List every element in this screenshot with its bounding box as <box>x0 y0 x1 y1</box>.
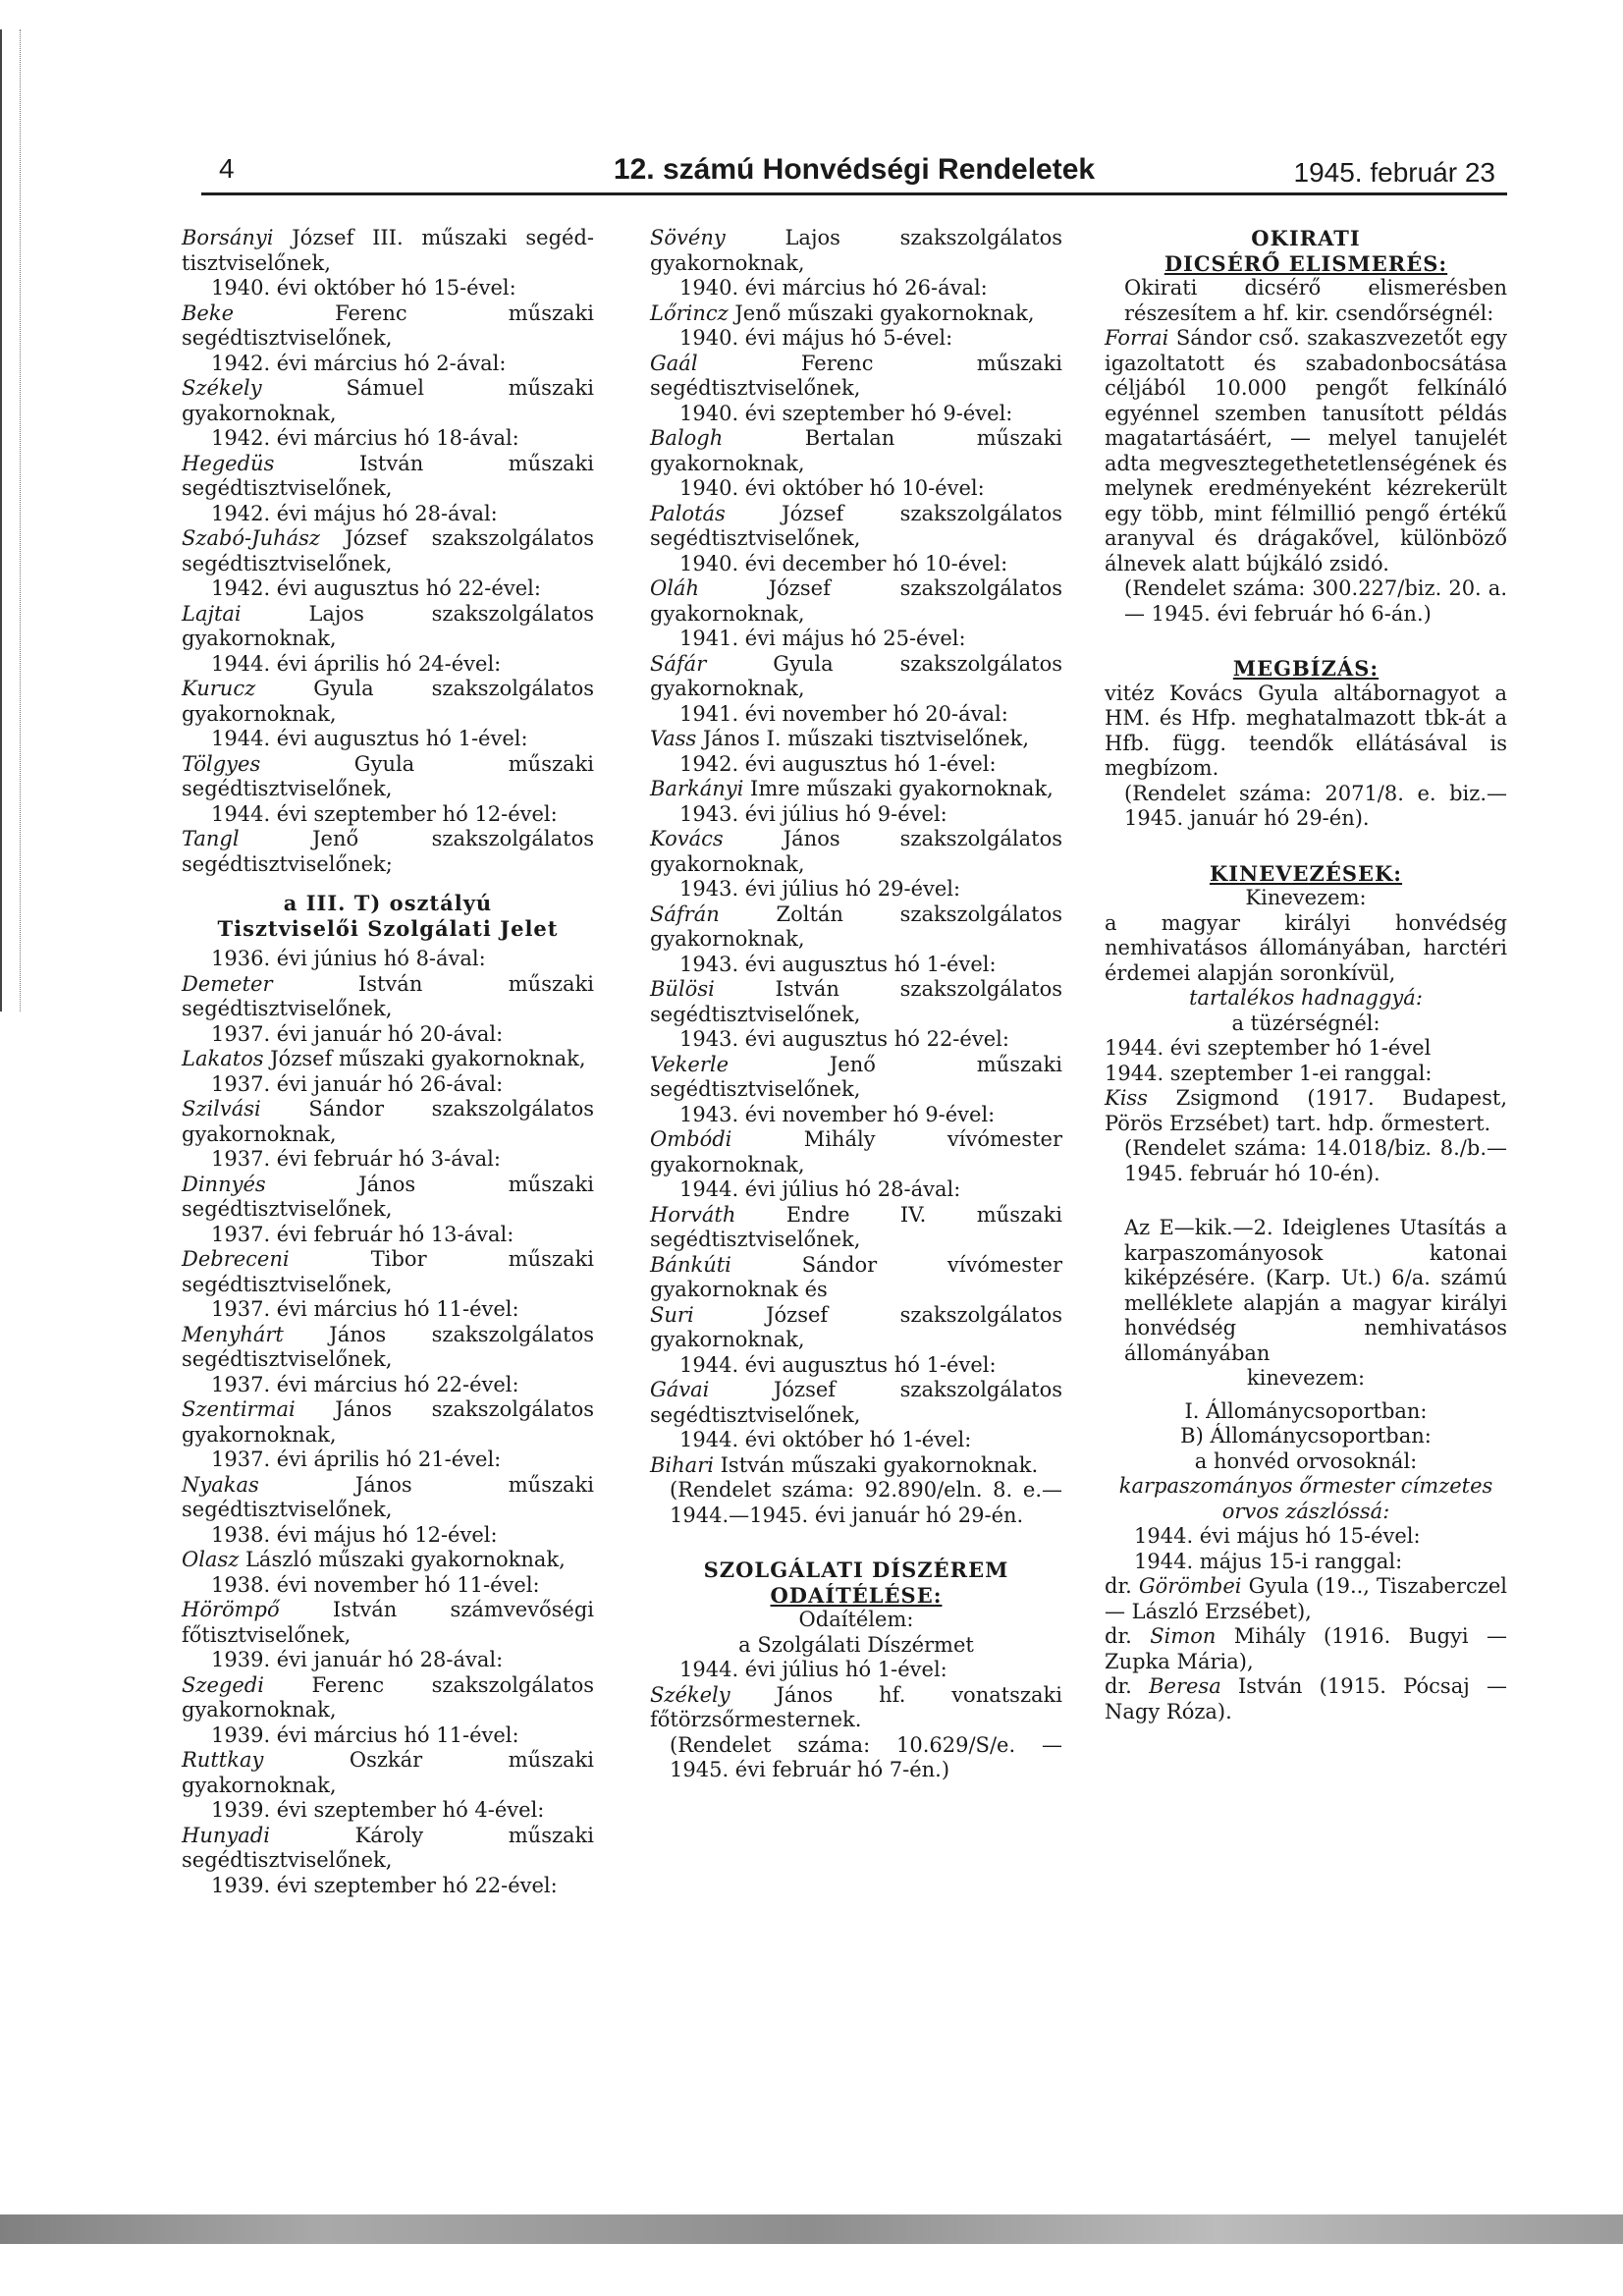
person-surname: Dinnyés <box>182 1172 266 1196</box>
entry-date: 1938. évi május hó 12-ével: <box>211 1522 498 1547</box>
entry-date: 1939. évi szeptember hó 22-ével: <box>211 1873 558 1897</box>
entry-date: 1944. évi április hó 24-ével: <box>211 651 502 676</box>
entry-date: 1942. évi március hó 2-ával: <box>211 351 507 375</box>
person-surname: Suri <box>650 1302 694 1327</box>
issue-date: 1945. február 23 <box>1293 157 1495 188</box>
entry-date: 1943. évi július hó 9-ével: <box>679 801 947 826</box>
person-details: János I. műszaki tisztviselőnek, <box>696 727 1030 750</box>
praise-ref: (Rendelet száma: 300.227/biz. 20. a. — 1945. évi február hó 6-án.) <box>1124 576 1507 626</box>
praise-intro: Okirati dicsérő elismerésben részesítem a hf. kir. csendőrségnél: <box>1124 276 1507 325</box>
entry-date: 1942. évi május hó 28-ával: <box>211 501 498 525</box>
person-details: Endre IV. műszaki segédtisztviselőnek, <box>650 1202 1062 1251</box>
person-details: István műszaki segédtisztviselőnek, <box>182 971 594 1020</box>
person-details: Gyula szakszolgálatos gyakornoknak, <box>182 677 594 726</box>
karp-person-text: Gyula (19.., Tiszaberczel — László Erzsébet), <box>1105 1574 1507 1623</box>
appointments-unit: a tüzérségnél: <box>1231 1011 1380 1035</box>
person-surname: Bihari <box>650 1452 714 1477</box>
person-details: Tibor műszaki segédtisztviselőnek, <box>182 1247 594 1296</box>
entry-person <box>182 301 594 352</box>
karp-person-text: István (1915. Pócsaj — Nagy Róza). <box>1105 1674 1507 1723</box>
medal-ref: (Rendelet száma: 10.629/S/e. — 1945. évi február hó 7-én.) <box>670 1732 1062 1781</box>
medal-heading: SZOLGÁLATI DÍSZÉREM <box>703 1558 1009 1582</box>
entry-person <box>182 1548 594 1573</box>
entry-date: 1937. évi január hó 26-ával: <box>211 1071 504 1096</box>
karp-person-pre: dr. <box>1105 1674 1150 1698</box>
entry-person <box>650 576 1062 627</box>
appointments-intro: Kinevezem: <box>1245 886 1367 909</box>
entry-person <box>650 1127 1062 1177</box>
entry-date: 1936. évi június hó 8-ával: <box>211 947 486 970</box>
person-details: Bertalan műszaki gyakornoknak, <box>650 426 1062 475</box>
karp-person <box>1105 1574 1507 1624</box>
entry-person <box>182 827 594 877</box>
entry-person <box>182 1397 594 1448</box>
person-details: Ferenc műszaki segédtisztviselőnek, <box>182 301 594 350</box>
person-surname: Vekerle <box>650 1052 730 1076</box>
person-surname: Beke <box>182 301 235 325</box>
person-surname: Oláh <box>650 576 699 600</box>
entry-person <box>650 352 1062 402</box>
person-details: Lajos szakszolgálatos gyakornoknak, <box>182 601 594 650</box>
entry-date: 1940. évi október hó 15-ével: <box>211 276 516 300</box>
karp-group-3: a honvéd orvosoknál: <box>1194 1449 1418 1473</box>
entry-date: 1937. évi február hó 13-ával: <box>211 1222 514 1246</box>
entry-person <box>650 502 1062 552</box>
entry-person <box>182 1323 594 1373</box>
person-details: István műszaki gyakornoknak. <box>713 1452 1039 1477</box>
person-details: Gyula műszaki segédtisztviselőnek, <box>182 751 594 800</box>
person-details: Imre műszaki gyakornoknak, <box>743 777 1054 800</box>
entry-date: 1941. évi május hó 25-ével: <box>679 627 966 650</box>
entry-person <box>182 602 594 652</box>
entry-date: 1940. évi május hó 5-ével: <box>679 326 953 350</box>
medal-award-line: Odaítélem: <box>798 1608 914 1631</box>
entry-date: 1944. évi október hó 1-ével: <box>679 1428 972 1451</box>
person-surname: Tölgyes <box>182 751 261 776</box>
person-details: Zoltán szakszolgálatos gyakornoknak, <box>650 902 1062 951</box>
appointment-list-1 <box>182 226 594 877</box>
entry-person <box>182 226 594 276</box>
entry-person <box>650 301 1062 327</box>
appointments-ref: (Rendelet száma: 14.018/biz. 8./b.—1945. február hó 10-én). <box>1124 1136 1507 1185</box>
person-surname: Ombódi <box>650 1127 732 1151</box>
karp-date-2: 1944. május 15-i ranggal: <box>1134 1549 1403 1573</box>
entry-date: 1943. évi július hó 29-ével: <box>679 877 961 901</box>
person-details: Sándor vívómester gyakornoknak és <box>650 1252 1062 1301</box>
entry-person <box>182 752 594 802</box>
person-surname: Hörömpő <box>182 1598 280 1621</box>
entry-date: 1940. évi szeptember hó 9-ével: <box>679 401 1013 425</box>
appointments-scope: a magyar királyi honvédség nemhivatásos állományában, harctéri érdemei alapján soronkívül, <box>1105 910 1507 985</box>
karp-person-pre: dr. <box>1105 1624 1151 1648</box>
entry-date: 1937. évi február hó 3-ával: <box>211 1147 501 1171</box>
person-surname: Lajtai <box>182 601 242 626</box>
section-heading-iii-t: a III. T) osztályú <box>283 891 493 915</box>
entry-date: 1944. évi augusztus hó 1-ével: <box>679 1352 997 1377</box>
person-surname: Sövény <box>650 226 726 249</box>
person-details: János műszaki segédtisztviselőnek, <box>182 1472 594 1521</box>
entry-date: 1939. évi január hó 28-ával: <box>211 1648 504 1671</box>
column-3 <box>1105 226 1507 1724</box>
entry-date: 1939. évi szeptember hó 4-ével: <box>211 1798 545 1822</box>
person-surname: Menyhárt <box>182 1322 284 1346</box>
entry-date: 1944. évi szeptember hó 12-ével: <box>211 801 558 826</box>
appointment-list-1b <box>182 947 594 1898</box>
medal-award-name: a Szolgálati Díszérmet <box>738 1632 974 1657</box>
person-details: István műszaki segédtisztviselőnek, <box>182 451 594 500</box>
page-title: 12. számú Honvédségi Rendeletek <box>613 153 1096 186</box>
person-details: István szakszolgálatos segédtisztviselőnek, <box>650 977 1062 1026</box>
appointments-date-1: 1944. évi szeptember hó 1-ével <box>1105 1036 1432 1060</box>
entry-person <box>182 972 594 1022</box>
person-surname: Debreceni <box>182 1247 290 1271</box>
person-details: János szakszolgálatos gyakornoknak, <box>650 827 1062 876</box>
entry-person <box>650 426 1062 476</box>
person-details: Sámuel műszaki gyakornoknak, <box>182 376 594 425</box>
appointments-date-2: 1944. szeptember 1-ei ranggal: <box>1105 1061 1433 1085</box>
karp-person-name: Simon <box>1150 1624 1217 1648</box>
praise-heading-sub: DICSÉRŐ ELISMERÉS: <box>1163 250 1448 276</box>
karp-person-name: Beresa <box>1149 1674 1221 1698</box>
commission-heading: MEGBÍZÁS: <box>1232 656 1380 681</box>
person-surname: Kurucz <box>182 677 256 700</box>
entry-person <box>182 452 594 502</box>
person-surname: Szabó-Juhász <box>182 526 320 550</box>
karp-person <box>1105 1624 1507 1674</box>
karp-group-1: I. Állománycsoportban: <box>1184 1398 1428 1423</box>
person-details: József szakszolgálatos segédtisztviselőnek, <box>650 1378 1062 1427</box>
entry-date: 1937. évi március hó 22-ével: <box>211 1372 519 1396</box>
entry-person <box>182 526 594 576</box>
entry-person <box>650 902 1062 953</box>
karp-person <box>1105 1674 1507 1724</box>
entry-person <box>650 1203 1062 1253</box>
entry-person <box>650 727 1062 752</box>
person-surname: Demeter <box>182 971 273 996</box>
person-surname: Barkányi <box>650 777 744 800</box>
person-surname: Balogh <box>650 426 724 450</box>
entry-date: 1943. évi november hó 9-ével: <box>679 1102 996 1126</box>
section-heading-iii-t-sub: Tisztviselői Szolgálati Jelet <box>217 915 559 941</box>
karp-body: Az E—kik.—2. Ideiglenes Utasítás a karpaszományosok katonai kiképzésére. (Karp. Ut.) 6/a. számú melléklete alapján a magyar királyi honvédség nemhivatásos állományában <box>1124 1216 1507 1365</box>
person-details: László műszaki gyakornoknak, <box>239 1548 566 1571</box>
person-surname: Kovács <box>650 827 724 850</box>
page-header <box>201 147 1507 195</box>
person-details: József III. műszaki segéd-tisztviselőnek, <box>182 226 594 275</box>
person-details: János szakszolgálatos segédtisztviselőnek, <box>182 1322 594 1371</box>
karp-person-text: Mihály (1916. Bugyi — Zupka Mária), <box>1105 1624 1507 1673</box>
column-2 <box>650 226 1062 1783</box>
entry-person <box>182 1047 594 1072</box>
person-details: Sándor szakszolgálatos gyakornoknak, <box>182 1097 594 1146</box>
entry-person <box>182 1673 594 1723</box>
appointment-list-2 <box>650 226 1062 1528</box>
person-surname: Vass <box>650 727 697 750</box>
medal-recipient: Székely János hf. vonatszaki főtörzsőrmesternek. <box>650 1682 1062 1731</box>
appointments-rank: tartalékos hadnaggyá: <box>1189 986 1423 1010</box>
person-details: János műszaki segédtisztviselőnek, <box>182 1172 594 1221</box>
scan-edge <box>0 29 21 1011</box>
person-surname: Szentirmai <box>182 1397 296 1421</box>
entry-person <box>650 226 1062 276</box>
entry-date: 1942. évi március hó 18-ával: <box>211 426 519 450</box>
entry-date: 1937. évi január hó 20-ával: <box>211 1021 504 1046</box>
appointments-person: Kiss Zsigmond (1917. Budapest, Pörös Erzsébet) tart. hdp. őrmestert. <box>1105 1086 1507 1135</box>
medal-heading-sub: ODAÍTÉLÉSE: <box>770 1582 943 1608</box>
scan-bottom-bar <box>0 2214 1623 2244</box>
person-details: Oszkár műszaki gyakornoknak, <box>182 1748 594 1797</box>
person-surname: Lőrincz <box>650 301 729 325</box>
person-surname: Sáfár <box>650 651 707 676</box>
person-details: János szakszolgálatos gyakornoknak, <box>182 1397 594 1447</box>
entry-person <box>182 376 594 426</box>
commission-body: vitéz Kovács Gyula altábornagyot a HM. és Hfp. meghatalmazott tbk-át a Hfb. függ. teendők ellátásával is megbízom. <box>1105 681 1507 780</box>
entry-person <box>650 1378 1062 1428</box>
entry-person <box>650 1253 1062 1303</box>
karp-date-1: 1944. évi május hó 15-ével: <box>1134 1524 1421 1548</box>
person-surname: Hunyadi <box>182 1823 270 1847</box>
person-details: József szakszolgálatos segédtisztviselőnek, <box>182 526 594 575</box>
person-surname: Ruttkay <box>182 1748 264 1772</box>
person-details: József szakszolgálatos gyakornoknak, <box>650 1302 1062 1351</box>
entry-person <box>650 1303 1062 1353</box>
praise-body: Forrai Sándor cső. szakaszvezetőt egy igazoltatott és szabadonbocsátása céljából 10.000 pengőt felkínáló egyénnel szemben tanusított példás magatartásáért, — melyel tanujelét adta megvesztegethetetlenségének és melynek eredményeként kézrekerült egy több, mint félmillió pengő értékű aranyval és drágakővel, különböző álnevek alatt bújkáló zsidó. <box>1105 326 1507 575</box>
person-details: József műszaki gyakornoknak, <box>263 1047 586 1070</box>
person-details: Mihály vívómester gyakornoknak, <box>650 1127 1062 1176</box>
person-surname: Sáfrán <box>650 902 720 926</box>
person-details: Ferenc szakszolgálatos gyakornoknak, <box>182 1672 594 1722</box>
entry-person <box>182 1598 594 1648</box>
entry-person <box>650 1453 1062 1479</box>
entry-person <box>182 1473 594 1523</box>
karp-rank: karpaszományos őrmester címzetes orvos zászlóssá: <box>1118 1474 1493 1523</box>
entry-date: 1942. évi augusztus hó 22-ével: <box>211 576 541 600</box>
appointments-heading: KINEVEZÉSEK: <box>1209 860 1403 886</box>
person-surname: Gávai <box>650 1378 710 1401</box>
person-details: Lajos szakszolgálatos gyakornoknak, <box>650 226 1062 275</box>
person-surname: Nyakas <box>182 1472 259 1497</box>
entry-date: 1937. évi március hó 11-ével: <box>211 1297 519 1321</box>
entry-date: 1943. évi augusztus hó 1-ével: <box>679 952 997 976</box>
karp-person-pre: dr. <box>1105 1574 1139 1598</box>
karp-person-name: Görömbei <box>1138 1574 1242 1598</box>
praise-heading: OKIRATI <box>1251 226 1361 250</box>
entry-person <box>182 1097 594 1147</box>
commission-ref: (Rendelet száma: 2071/8. e. biz.—1945. január hó 29-én). <box>1124 781 1507 830</box>
entry-date: 1944. évi július hó 28-ával: <box>679 1177 961 1201</box>
entry-person <box>182 1748 594 1798</box>
entry-date: 1937. évi április hó 21-ével: <box>211 1448 502 1471</box>
person-details: Jenő szakszolgálatos segédtisztviselőnek; <box>182 827 594 876</box>
entry-person <box>182 677 594 727</box>
entry-date: 1940. évi december hó 10-ével: <box>679 551 1008 575</box>
person-surname: Bánkúti <box>650 1252 731 1277</box>
medal-date: 1944. évi július hó 1-ével: <box>679 1658 947 1681</box>
entry-date: 1943. évi augusztus hó 22-ével: <box>679 1027 1009 1051</box>
entry-date: 1940. évi október hó 10-ével: <box>679 476 985 500</box>
page-number: 4 <box>219 153 235 184</box>
person-details: Jenő műszaki segédtisztviselőnek, <box>650 1052 1062 1101</box>
entry-person <box>182 1247 594 1297</box>
entry-person <box>650 827 1062 877</box>
person-surname: Bülösi <box>650 977 715 1001</box>
entry-person <box>650 977 1062 1027</box>
entry-date: 1938. évi november hó 11-ével: <box>211 1572 540 1597</box>
person-details: Ferenc műszaki segédtisztviselőnek, <box>650 351 1062 400</box>
entry-date: 1941. évi november hó 20-ával: <box>679 701 1008 726</box>
person-surname: Lakatos <box>182 1047 264 1070</box>
person-surname: Szegedi <box>182 1672 264 1697</box>
entry-person <box>650 1053 1062 1103</box>
person-details: Jenő műszaki gyakornoknak, <box>728 301 1035 325</box>
entry-date: 1942. évi augusztus hó 1-ével: <box>679 751 997 776</box>
person-surname: Szilvási <box>182 1097 261 1121</box>
person-surname: Palotás <box>650 501 726 525</box>
person-details: István számvevőségi főtisztviselőnek, <box>182 1598 594 1647</box>
entry-date: 1944. évi augusztus hó 1-ével: <box>211 727 528 750</box>
person-details: József szakszolgálatos gyakornoknak, <box>650 576 1062 626</box>
entry-person <box>182 1824 594 1874</box>
entry-person <box>650 652 1062 702</box>
entry-person <box>182 1173 594 1223</box>
person-details: József szakszolgálatos segédtisztviselőnek, <box>650 501 1062 550</box>
karp-people-list <box>1105 1574 1507 1724</box>
person-details: Gyula szakszolgálatos gyakornoknak, <box>650 651 1062 700</box>
karp-group-2: B) Állománycsoportban: <box>1180 1424 1432 1448</box>
person-surname: Borsányi <box>182 226 274 249</box>
karp-kinevezem: kinevezem: <box>1246 1366 1366 1390</box>
entry-date: 1940. évi március hó 26-ával: <box>679 276 988 300</box>
entry-date: 1939. évi március hó 11-ével: <box>211 1722 519 1747</box>
regulation-ref: (Rendelet száma: 92.890/eln. 8. e.—1944.—1945. évi január hó 29-én. <box>670 1478 1062 1527</box>
person-surname: Székely <box>182 376 262 400</box>
person-surname: Gaál <box>650 351 698 375</box>
person-surname: Olasz <box>182 1548 240 1571</box>
entry-person <box>650 777 1062 802</box>
column-1 <box>182 226 594 1898</box>
person-surname: Tangl <box>182 827 240 850</box>
person-details: Károly műszaki segédtisztviselőnek, <box>182 1823 594 1872</box>
person-surname: Hegedüs <box>182 451 275 475</box>
person-surname: Horváth <box>650 1202 736 1227</box>
